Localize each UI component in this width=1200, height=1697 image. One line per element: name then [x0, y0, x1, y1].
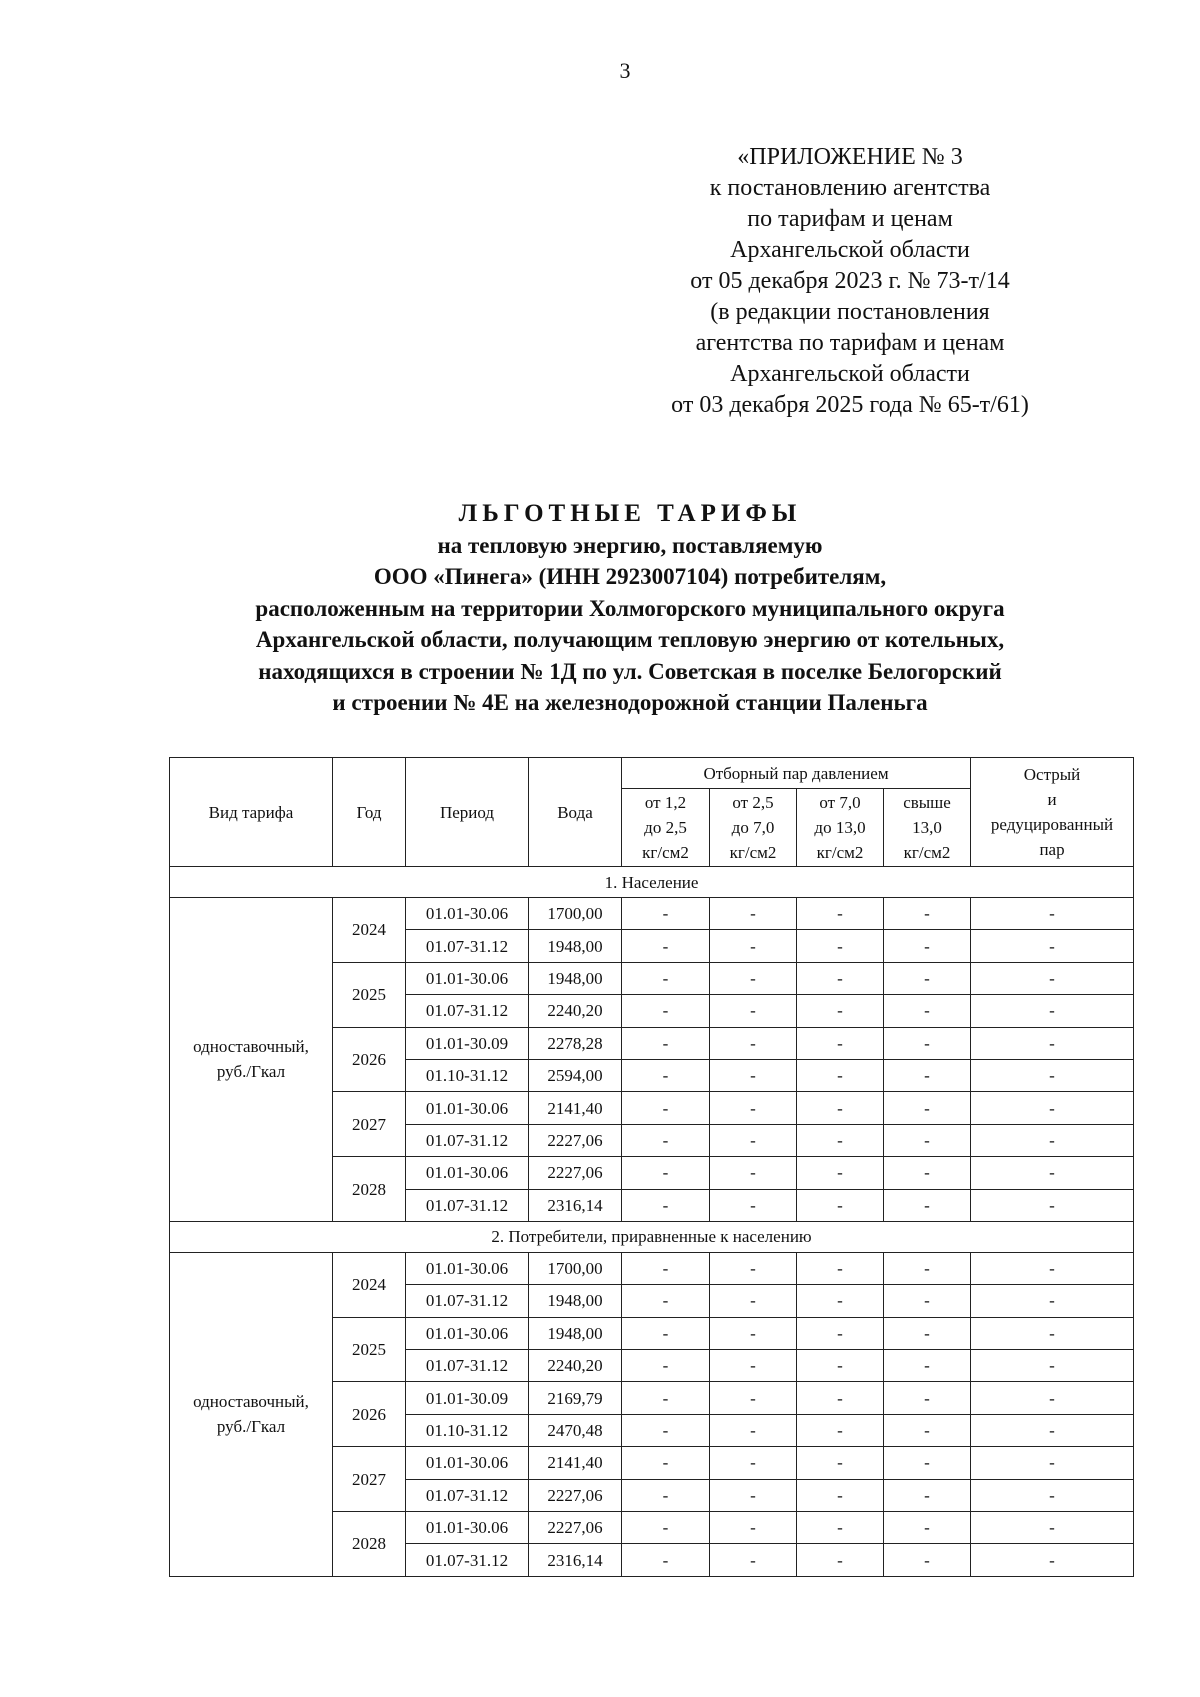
- appendix-line: агентства по тарифам и ценам: [695, 330, 1005, 356]
- water-value-cell: 2316,14: [529, 1544, 622, 1576]
- period-cell: 01.07-31.12: [406, 1189, 529, 1221]
- steam-value-cell: -: [971, 1350, 1134, 1382]
- year-cell: 2024: [333, 898, 406, 963]
- appendix-line: к постановлению агентства: [709, 175, 991, 201]
- year-cell: 2024: [333, 1252, 406, 1317]
- water-value-cell: 1948,00: [529, 1285, 622, 1317]
- steam-value-cell: -: [710, 1124, 797, 1156]
- period-cell: 01.07-31.12: [406, 930, 529, 962]
- steam-value-cell: -: [884, 962, 971, 994]
- steam-value-cell: -: [797, 1252, 884, 1284]
- section-row: [170, 1221, 1134, 1252]
- period-cell: 01.07-31.12: [406, 1350, 529, 1382]
- steam-value-cell: -: [884, 1382, 971, 1414]
- steam-value-cell: -: [710, 1157, 797, 1189]
- steam-value-cell: -: [710, 1252, 797, 1284]
- header-steam-3: от 7,0 до 13,0 кг/см2: [797, 789, 884, 867]
- steam-value-cell: -: [971, 930, 1134, 962]
- title-line: расположенным на территории Холмогорского муниципального округа: [255, 595, 1005, 621]
- water-value-cell: 2316,14: [529, 1189, 622, 1221]
- steam-value-cell: -: [797, 898, 884, 930]
- steam-value-cell: -: [622, 1479, 710, 1511]
- steam-value-cell: -: [710, 1382, 797, 1414]
- steam-value-cell: -: [710, 962, 797, 994]
- page-number: 3: [619, 58, 631, 83]
- steam-value-cell: -: [710, 1317, 797, 1349]
- steam-value-cell: -: [971, 1092, 1134, 1124]
- steam-value-cell: -: [710, 1285, 797, 1317]
- water-value-cell: 1700,00: [529, 898, 622, 930]
- steam-value-cell: -: [971, 898, 1134, 930]
- table-body: [170, 867, 1134, 1577]
- steam-value-cell: -: [971, 1479, 1134, 1511]
- section-title: 2. Потребители, приравненные к населению: [170, 1221, 1134, 1252]
- steam-value-cell: -: [710, 995, 797, 1027]
- steam-value-cell: -: [971, 1317, 1134, 1349]
- steam-value-cell: -: [971, 995, 1134, 1027]
- period-cell: 01.10-31.12: [406, 1059, 529, 1091]
- steam-value-cell: -: [622, 1092, 710, 1124]
- steam-value-cell: -: [884, 1189, 971, 1221]
- steam-value-cell: -: [622, 1059, 710, 1091]
- year-cell: 2027: [333, 1092, 406, 1157]
- period-cell: 01.01-30.06: [406, 1157, 529, 1189]
- steam-value-cell: -: [797, 930, 884, 962]
- period-cell: 01.01-30.06: [406, 1317, 529, 1349]
- steam-value-cell: -: [884, 995, 971, 1027]
- steam-value-cell: -: [971, 1544, 1134, 1576]
- steam-value-cell: -: [797, 1157, 884, 1189]
- water-value-cell: 2278,28: [529, 1027, 622, 1059]
- steam-value-cell: -: [971, 1124, 1134, 1156]
- period-cell: 01.10-31.12: [406, 1414, 529, 1446]
- steam-value-cell: -: [622, 962, 710, 994]
- water-value-cell: 1948,00: [529, 930, 622, 962]
- appendix-line: от 05 декабря 2023 г. № 73-т/14: [690, 268, 1010, 294]
- steam-value-cell: -: [797, 1544, 884, 1576]
- steam-value-cell: -: [622, 1414, 710, 1446]
- steam-value-cell: -: [622, 1189, 710, 1221]
- steam-value-cell: -: [971, 1189, 1134, 1221]
- steam-value-cell: -: [971, 1285, 1134, 1317]
- steam-value-cell: -: [884, 1350, 971, 1382]
- water-value-cell: 2227,06: [529, 1157, 622, 1189]
- appendix-line: по тарифам и ценам: [747, 206, 953, 232]
- steam-value-cell: -: [884, 1447, 971, 1479]
- steam-value-cell: -: [797, 1414, 884, 1446]
- steam-value-cell: -: [710, 1027, 797, 1059]
- steam-value-cell: -: [971, 1252, 1134, 1284]
- steam-value-cell: -: [710, 1350, 797, 1382]
- period-cell: 01.01-30.06: [406, 898, 529, 930]
- year-cell: 2028: [333, 1512, 406, 1577]
- period-cell: 01.01-30.06: [406, 962, 529, 994]
- year-cell: 2027: [333, 1447, 406, 1512]
- period-cell: 01.07-31.12: [406, 995, 529, 1027]
- steam-value-cell: -: [622, 1512, 710, 1544]
- water-value-cell: 2240,20: [529, 995, 622, 1027]
- steam-value-cell: -: [971, 1059, 1134, 1091]
- period-cell: 01.01-30.06: [406, 1252, 529, 1284]
- section-title: 1. Население: [170, 867, 1134, 898]
- steam-value-cell: -: [797, 1027, 884, 1059]
- steam-value-cell: -: [797, 1382, 884, 1414]
- steam-value-cell: -: [710, 1479, 797, 1511]
- steam-value-cell: -: [622, 1544, 710, 1576]
- header-water: Вода: [529, 758, 622, 867]
- steam-value-cell: -: [622, 1157, 710, 1189]
- water-value-cell: 2227,06: [529, 1512, 622, 1544]
- steam-value-cell: -: [710, 1059, 797, 1091]
- steam-value-cell: -: [797, 995, 884, 1027]
- document-title: [130, 498, 1130, 719]
- title-main: ЛЬГОТНЫЕ ТАРИФЫ: [458, 500, 802, 527]
- tariffs-table: [169, 757, 1134, 1577]
- steam-value-cell: -: [797, 1092, 884, 1124]
- steam-value-cell: -: [884, 930, 971, 962]
- steam-value-cell: -: [971, 1027, 1134, 1059]
- steam-value-cell: -: [622, 1317, 710, 1349]
- steam-value-cell: -: [797, 1350, 884, 1382]
- year-cell: 2026: [333, 1027, 406, 1092]
- appendix-line: Архангельской области: [730, 361, 970, 387]
- steam-value-cell: -: [622, 1382, 710, 1414]
- steam-value-cell: -: [622, 1350, 710, 1382]
- steam-value-cell: -: [971, 1157, 1134, 1189]
- appendix-line: Архангельской области: [730, 237, 970, 263]
- period-cell: 01.07-31.12: [406, 1544, 529, 1576]
- table-row: [170, 1252, 1134, 1284]
- period-cell: 01.01-30.06: [406, 1447, 529, 1479]
- tariff-type-cell: одноставочный, руб./Гкал: [170, 898, 333, 1222]
- steam-value-cell: -: [622, 1285, 710, 1317]
- water-value-cell: 2169,79: [529, 1382, 622, 1414]
- section-row: [170, 867, 1134, 898]
- period-cell: 01.01-30.09: [406, 1382, 529, 1414]
- table-row: [170, 898, 1134, 930]
- header-tariff-type: Вид тарифа: [170, 758, 333, 867]
- title-line: находящихся в строении № 1Д по ул. Советская в поселке Белогорский: [258, 658, 1002, 684]
- tariff-type-cell: одноставочный, руб./Гкал: [170, 1252, 333, 1576]
- steam-value-cell: -: [797, 1317, 884, 1349]
- steam-value-cell: -: [797, 1189, 884, 1221]
- water-value-cell: 2594,00: [529, 1059, 622, 1091]
- steam-value-cell: -: [971, 962, 1134, 994]
- steam-value-cell: -: [884, 1252, 971, 1284]
- appendix-header: [600, 142, 1100, 421]
- period-cell: 01.01-30.06: [406, 1512, 529, 1544]
- water-value-cell: 1948,00: [529, 1317, 622, 1349]
- steam-value-cell: -: [622, 1252, 710, 1284]
- water-value-cell: 1948,00: [529, 962, 622, 994]
- steam-value-cell: -: [710, 1447, 797, 1479]
- period-cell: 01.07-31.12: [406, 1479, 529, 1511]
- steam-value-cell: -: [884, 1092, 971, 1124]
- steam-value-cell: -: [797, 1512, 884, 1544]
- steam-value-cell: -: [710, 1092, 797, 1124]
- water-value-cell: 2470,48: [529, 1414, 622, 1446]
- steam-value-cell: -: [797, 1447, 884, 1479]
- steam-value-cell: -: [622, 1447, 710, 1479]
- year-cell: 2025: [333, 1317, 406, 1382]
- steam-value-cell: -: [710, 1189, 797, 1221]
- steam-value-cell: -: [884, 1479, 971, 1511]
- water-value-cell: 2227,06: [529, 1479, 622, 1511]
- title-line: и строении № 4Е на железнодорожной станции Паленьга: [332, 690, 928, 715]
- steam-value-cell: -: [797, 1124, 884, 1156]
- header-year: Год: [333, 758, 406, 867]
- steam-value-cell: -: [797, 1059, 884, 1091]
- steam-value-cell: -: [884, 1317, 971, 1349]
- header-sharp-steam: Острый и редуцированный пар: [971, 758, 1134, 867]
- steam-value-cell: -: [622, 995, 710, 1027]
- period-cell: 01.07-31.12: [406, 1285, 529, 1317]
- period-cell: 01.01-30.09: [406, 1027, 529, 1059]
- steam-value-cell: -: [971, 1512, 1134, 1544]
- year-cell: 2028: [333, 1157, 406, 1222]
- steam-value-cell: -: [884, 1124, 971, 1156]
- steam-value-cell: -: [884, 1027, 971, 1059]
- steam-value-cell: -: [884, 1512, 971, 1544]
- header-steam-1: от 1,2 до 2,5 кг/см2: [622, 789, 710, 867]
- steam-value-cell: -: [884, 1544, 971, 1576]
- steam-value-cell: -: [710, 1512, 797, 1544]
- steam-value-cell: -: [622, 1027, 710, 1059]
- header-steam-group: Отборный пар давлением: [622, 758, 971, 789]
- steam-value-cell: -: [884, 898, 971, 930]
- steam-value-cell: -: [622, 930, 710, 962]
- water-value-cell: 1700,00: [529, 1252, 622, 1284]
- steam-value-cell: -: [710, 898, 797, 930]
- steam-value-cell: -: [710, 930, 797, 962]
- steam-value-cell: -: [622, 1124, 710, 1156]
- steam-value-cell: -: [971, 1414, 1134, 1446]
- steam-value-cell: -: [884, 1285, 971, 1317]
- title-line: ООО «Пинега» (ИНН 2923007104) потребителям,: [373, 564, 887, 589]
- water-value-cell: 2227,06: [529, 1124, 622, 1156]
- steam-value-cell: -: [884, 1157, 971, 1189]
- header-period: Период: [406, 758, 529, 867]
- steam-value-cell: -: [710, 1544, 797, 1576]
- period-cell: 01.07-31.12: [406, 1124, 529, 1156]
- year-cell: 2026: [333, 1382, 406, 1447]
- steam-value-cell: -: [884, 1059, 971, 1091]
- steam-value-cell: -: [797, 962, 884, 994]
- steam-value-cell: -: [710, 1414, 797, 1446]
- year-cell: 2025: [333, 962, 406, 1027]
- steam-value-cell: -: [797, 1285, 884, 1317]
- appendix-line: от 03 декабря 2025 года № 65-т/61): [671, 392, 1029, 418]
- appendix-line: (в редакции постановления: [710, 299, 990, 325]
- header-steam-2: от 2,5 до 7,0 кг/см2: [710, 789, 797, 867]
- water-value-cell: 2240,20: [529, 1350, 622, 1382]
- water-value-cell: 2141,40: [529, 1447, 622, 1479]
- period-cell: 01.01-30.06: [406, 1092, 529, 1124]
- title-line: Архангельской области, получающим тепловую энергию от котельных,: [255, 627, 1005, 652]
- steam-value-cell: -: [797, 1479, 884, 1511]
- steam-value-cell: -: [971, 1382, 1134, 1414]
- title-line: на тепловую энергию, поставляемую: [437, 532, 823, 558]
- steam-value-cell: -: [884, 1414, 971, 1446]
- appendix-line: «ПРИЛОЖЕНИЕ № 3: [737, 144, 963, 170]
- steam-value-cell: -: [622, 898, 710, 930]
- steam-value-cell: -: [971, 1447, 1134, 1479]
- header-steam-4: свыше 13,0 кг/см2: [884, 789, 971, 867]
- water-value-cell: 2141,40: [529, 1092, 622, 1124]
